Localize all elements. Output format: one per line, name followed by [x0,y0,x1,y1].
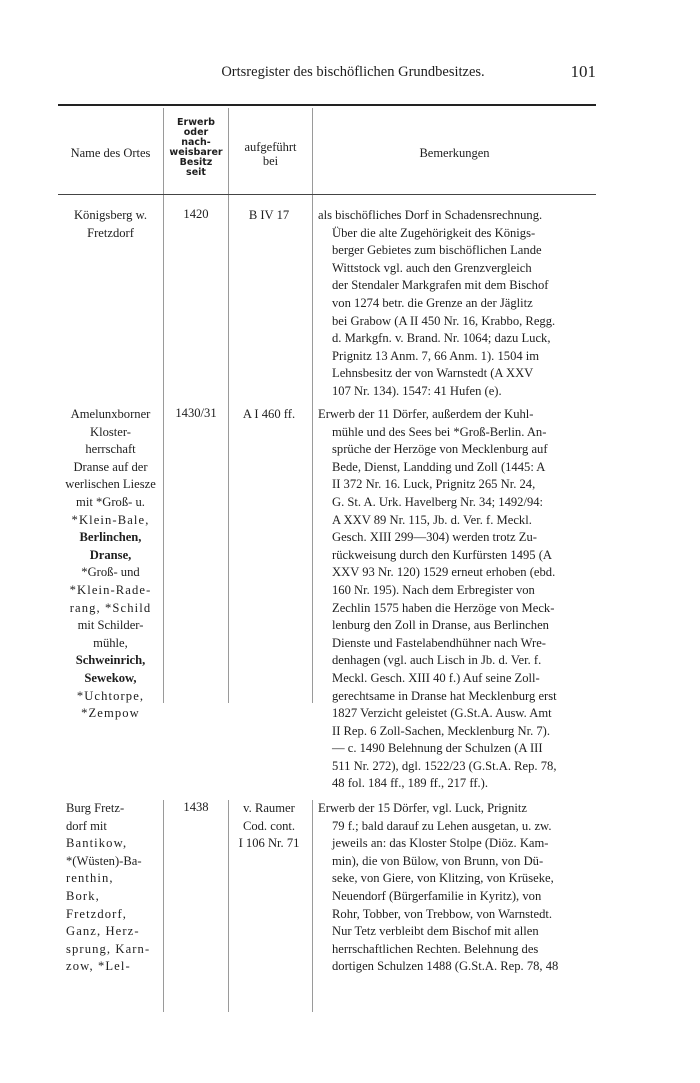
column-header-remarks: Bemerkungen [419,146,490,160]
column-divider [228,108,229,703]
entry-remarks [318,800,597,976]
entry-name-line: Bork, [66,888,100,903]
entry-name-line: *Uchtorpe, [76,688,145,703]
remark-line: als bischöfliches Dorf in Schadensrechnung. [318,208,543,222]
entry-year: 1438 [183,800,209,814]
column-divider [228,800,229,1012]
column-header-acquired-line: weisbarer [169,147,223,158]
entry-name-line: *Klein-Bale, [71,512,150,527]
remark-line: A XXV 89 Nr. 115, Jb. d. Ver. f. Meckl. [332,512,532,527]
remark-line: Wittstock vgl. auch den Grenzvergleich [332,260,532,275]
remark-line: lenburg den Zoll in Dranse, aus Berlinchen [332,618,549,633]
entry-reference-line: v. Raumer [243,801,295,815]
remark-line: II Rep. 6 Zoll-Sachen, Mecklenburg Nr. 7). [332,723,551,738]
running-header [60,64,596,88]
column-header-acquired-line: oder [183,127,209,138]
remark-line: 79 f.; bald darauf zu Lehen ausgetan, u. zw. [332,818,552,833]
entry-name-line: Dranse, [89,547,132,562]
entry-name-line: *Zempow [81,706,140,721]
column-header-acquired-line: Erwerb [177,117,215,128]
column-header-name: Name des Ortes [70,146,151,160]
entry-name-line: Fretzdorf, [66,906,128,921]
entry-name-line: zow, *Lel- [66,959,131,974]
column-header-acquired-line: nach- [181,137,211,148]
column-divider [163,108,164,703]
column-header-acquired [164,118,228,178]
entry-name-line: *(Wüsten)-Ba- [66,853,142,868]
column-header-acquired-line: seit [186,167,206,178]
remark-line: jeweils an: das Kloster Stolpe (Diöz. Kam- [332,836,549,851]
page-title: Ortsregister des bischöflichen Grundbesitzes. [221,64,485,80]
entry-name [58,406,163,723]
entry-name-line: mühle, [93,635,128,650]
column-divider [163,800,164,1012]
remark-line: dortigen Schulzen 1488 (G.St.A. Rep. 78, 48 [332,959,559,974]
remark-line: d. Markgfn. v. Brand. Nr. 1064; dazu Luck, [332,331,551,346]
entry-name-line: mit *Groß- u. [76,494,145,509]
entry-name-line: Fretzdorf [87,225,134,240]
entry-year: 1420 [183,207,209,221]
entry-remarks [318,406,597,793]
remark-line: berger Gebietes zum bischöflichen Lande [332,243,542,258]
entry-name-line: Dranse auf der [73,459,148,474]
remark-line: Gesch. XIII 299—304) werden trotz Zu- [332,530,537,545]
remark-line: Meckl. Gesch. XIII 40 f.) Auf seine Zoll- [332,670,540,685]
remark-line: 160 Nr. 195). Nach dem Erbregister von [332,582,535,597]
entry-name [58,207,163,242]
entry-reference-line: A I 460 ff. [242,407,296,421]
entry-name-line: dorf mit [66,818,107,833]
entry-name-line: rang, *Schild [69,600,152,615]
remark-line: min), die von Bülow, von Brunn, von Dü- [332,853,544,868]
entry-reference [230,406,308,424]
entry-name-line: sprung, Karn- [66,941,151,956]
entry-name-line: Königsberg w. [73,208,148,222]
entry-name-line: Ganz, Herz- [66,924,140,939]
header-rule [58,104,596,106]
remark-line: G. St. A. Urk. Havelberg Nr. 34; 1492/94: [332,494,544,509]
entry-name-line: Bantikow, [66,836,128,851]
column-header-acquired-line: Besitz [179,157,213,168]
remark-line: Bede, Dienst, Landding und Zoll (1445: A [332,459,546,474]
entry-name-line: Kloster- [89,424,132,439]
remark-line: II 372 Nr. 16. Luck, Prignitz 265 Nr. 24, [332,477,536,492]
remark-line: Zechlin 1575 haben die Herzöge von Meck- [332,600,555,615]
remark-line: 48 fol. 184 ff., 189 ff., 217 ff.). [332,776,489,791]
remark-line: gerechtsame in Dranse hat Mecklenburg erst [332,688,557,703]
remark-line: 511 Nr. 272), dgl. 1522/23 (G.St.A. Rep. 78, [332,758,557,773]
page-number: 101 [570,62,596,81]
remark-line: herrschaftlichen Rechten. Belehnung des [332,941,539,956]
remark-line: — c. 1490 Belehnung der Schulzen (A III [332,741,543,756]
remark-line: Prignitz 13 Anm. 7, 66 Anm. 1). 1504 im [332,348,540,363]
entry-name-line: Amelunxborner [70,407,151,421]
remark-line: 107 Nr. 134). 1547: 41 Hufen (e). [332,383,502,398]
remark-line: XXV 93 Nr. 120) 1529 erneut erhoben (ebd. [332,565,556,580]
remark-line: Erwerb der 11 Dörfer, außerdem der Kuhl- [318,407,534,421]
remark-line: Erwerb der 15 Dörfer, vgl. Luck, Prignitz [318,801,527,815]
entry-reference [230,207,308,225]
entry-remarks [318,207,597,401]
entry-name-line: mit Schilder- [77,618,144,633]
entry-year: 1430/31 [175,406,217,420]
entry-name-line: renthin, [66,871,114,886]
remark-line: Dienste und Fastelabendhühner nach Wre- [332,635,546,650]
entry-reference-line: B IV 17 [248,208,290,222]
entry-name-line: werlischen Liesze [65,477,156,492]
remark-line: Neuendorf (Bürgerfamilie in Kyritz), von [332,888,542,903]
entry-name-line: Berlinchen, [79,530,142,545]
remark-line: der Stendaler Markgrafen mit dem Bischof [332,278,549,293]
remark-line: mühle und des Sees bei *Groß-Berlin. An- [332,424,547,439]
remark-line: rückweisung durch den Kurfürsten 1495 (A [332,547,552,562]
entry-name-line: Schweinrich, [75,653,146,668]
remark-line: Nur Tetz verbleibt dem Bischof mit allen [332,924,539,939]
remark-line: Lehnsbesitz der von Warnstedt (A XXV [332,366,534,381]
remark-line: Über die alte Zugehörigkeit des Königs- [332,225,536,240]
column-header-listed-line: aufgeführt [244,140,297,154]
entry-reference-line: I 106 Nr. 71 [238,836,300,851]
header-row-rule [58,194,596,195]
entry-reference [230,800,308,853]
entry-name-line: herrschaft [85,442,136,457]
remark-line: bei Grabow (A II 450 Nr. 16, Krabbo, Regg. [332,313,556,328]
remark-line: seke, von Giere, von Klitzing, von Krüseke, [332,871,554,886]
remark-line: sprüche der Herzöge von Mecklenburg auf [332,442,548,457]
column-divider [312,108,313,703]
column-header-listed-line: bei [262,154,279,168]
column-divider [312,800,313,1012]
entry-reference-line: Cod. cont. [242,818,296,833]
entry-name-line: *Groß- und [81,565,140,580]
remark-line: denhagen (vgl. auch Lisch in Jb. d. Ver. f. [332,653,542,668]
remark-line: von 1274 betr. die Grenze an der Jäglitz [332,295,533,310]
column-header-listed [229,140,312,168]
remark-line: Rohr, Tobber, von Trebbow, von Warnstedt. [332,906,553,921]
entry-name-line: Sewekow, [84,670,137,685]
entry-name-line: Burg Fretz- [66,801,125,815]
entry-name-line: *Klein-Rade- [69,582,152,597]
remark-line: 1827 Verzicht geleistet (G.St.A. Ausw. Amt [332,706,552,721]
entry-name [58,800,163,976]
